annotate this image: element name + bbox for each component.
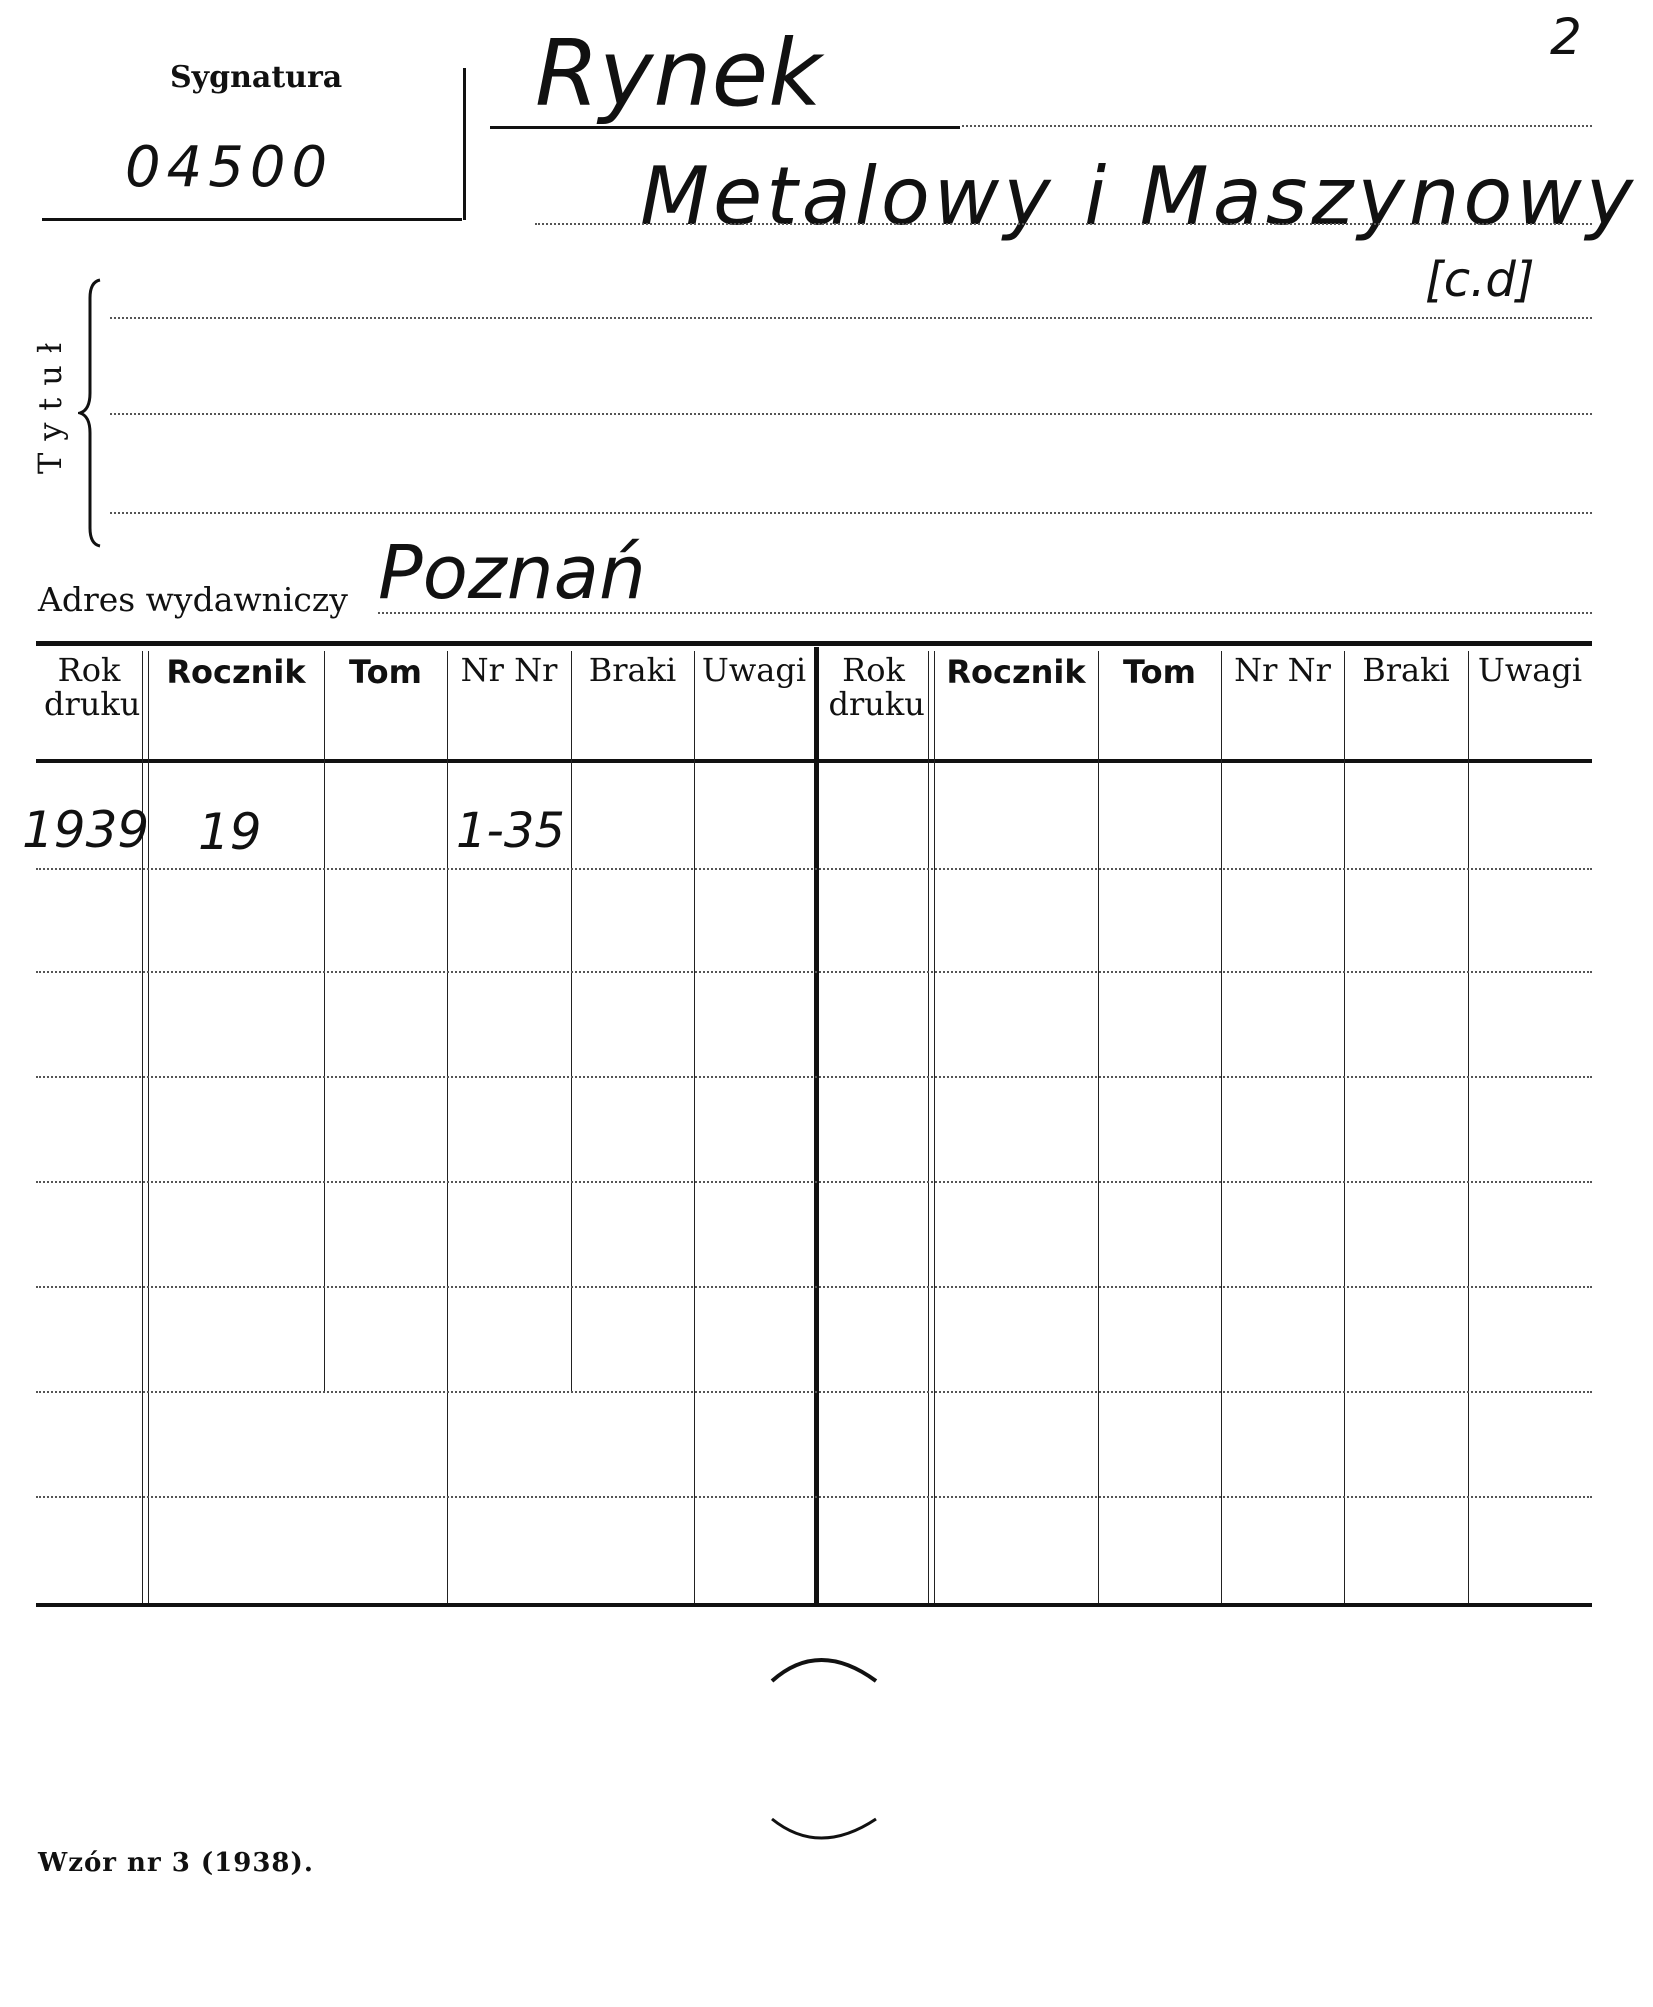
publisher-value: Poznań [378, 530, 646, 616]
col-divider [1468, 651, 1469, 1603]
row-line [36, 971, 1592, 973]
header-tom: Tom [349, 653, 422, 691]
table-bottom-border [36, 1603, 1592, 1607]
header-braki: Braki [588, 651, 677, 689]
signature-value: 04500 [125, 135, 334, 200]
row-line [36, 1076, 1592, 1078]
header-rok-druku-right-text: Rok druku [828, 651, 925, 723]
col-divider [1344, 651, 1345, 1603]
signature-divider [463, 68, 466, 220]
table-row-1-nr: 1-35 [456, 803, 565, 859]
publisher-dotted-line [378, 612, 1592, 614]
title-dotted-line-5 [110, 512, 1592, 514]
col-divider [934, 651, 935, 1603]
table-row-1-rok-druku: 1939 [22, 801, 150, 859]
title-note: [c.d] [1425, 252, 1535, 308]
records-table [22, 641, 1592, 1607]
title-line-2: Metalowy i Maszynowy [640, 150, 1638, 243]
col-divider [571, 651, 572, 1391]
table-row-1-rocznik: 19 [198, 803, 262, 861]
page-number: 2 [1550, 8, 1582, 66]
row-line [36, 868, 1592, 870]
col-divider [1098, 651, 1099, 1603]
signature-label: Sygnatura [170, 60, 343, 95]
table-top-border [36, 641, 1592, 646]
header-nr-nr-right: Nr Nr [1234, 651, 1331, 689]
row-line [36, 1391, 1592, 1393]
title-line-1: Rynek [535, 20, 822, 127]
header-tom-right: Tom [1123, 653, 1196, 691]
row-line [36, 1181, 1592, 1183]
punch-hole-mark-top [764, 1645, 884, 1685]
row-line [36, 1286, 1592, 1288]
title-dotted-line-2 [535, 223, 1592, 225]
header-nr-nr: Nr Nr [460, 651, 558, 689]
header-uwagi-right: Uwagi [1477, 651, 1583, 689]
header-rok-druku-text: Rok druku [44, 651, 141, 723]
header-braki-right: Braki [1362, 651, 1450, 689]
col-divider [148, 651, 149, 1603]
form-number: Wzór nr 3 (1938). [38, 1848, 314, 1878]
publisher-label: Adres wydawniczy [38, 580, 348, 619]
title-line-1-underline [490, 126, 960, 129]
col-divider [447, 651, 448, 1603]
header-rocznik-right: Rocznik [946, 653, 1086, 691]
col-divider [142, 651, 143, 1603]
title-dotted-line-3 [110, 317, 1592, 319]
col-divider [694, 651, 695, 1603]
signature-underline [42, 218, 462, 221]
header-rok-druku-right [819, 653, 928, 721]
col-divider [928, 651, 929, 1603]
title-label: Tytuł [31, 330, 69, 474]
row-line [36, 1496, 1592, 1498]
col-divider [324, 651, 325, 1391]
table-center-divider [814, 647, 819, 1603]
header-uwagi: Uwagi [701, 651, 807, 689]
header-rocznik: Rocznik [166, 653, 306, 691]
punch-hole-mark-bottom [764, 1815, 884, 1855]
title-dotted-line-1 [962, 125, 1592, 127]
col-divider [1221, 651, 1222, 1603]
header-rok-druku [36, 653, 142, 721]
title-dotted-line-4 [110, 413, 1592, 415]
